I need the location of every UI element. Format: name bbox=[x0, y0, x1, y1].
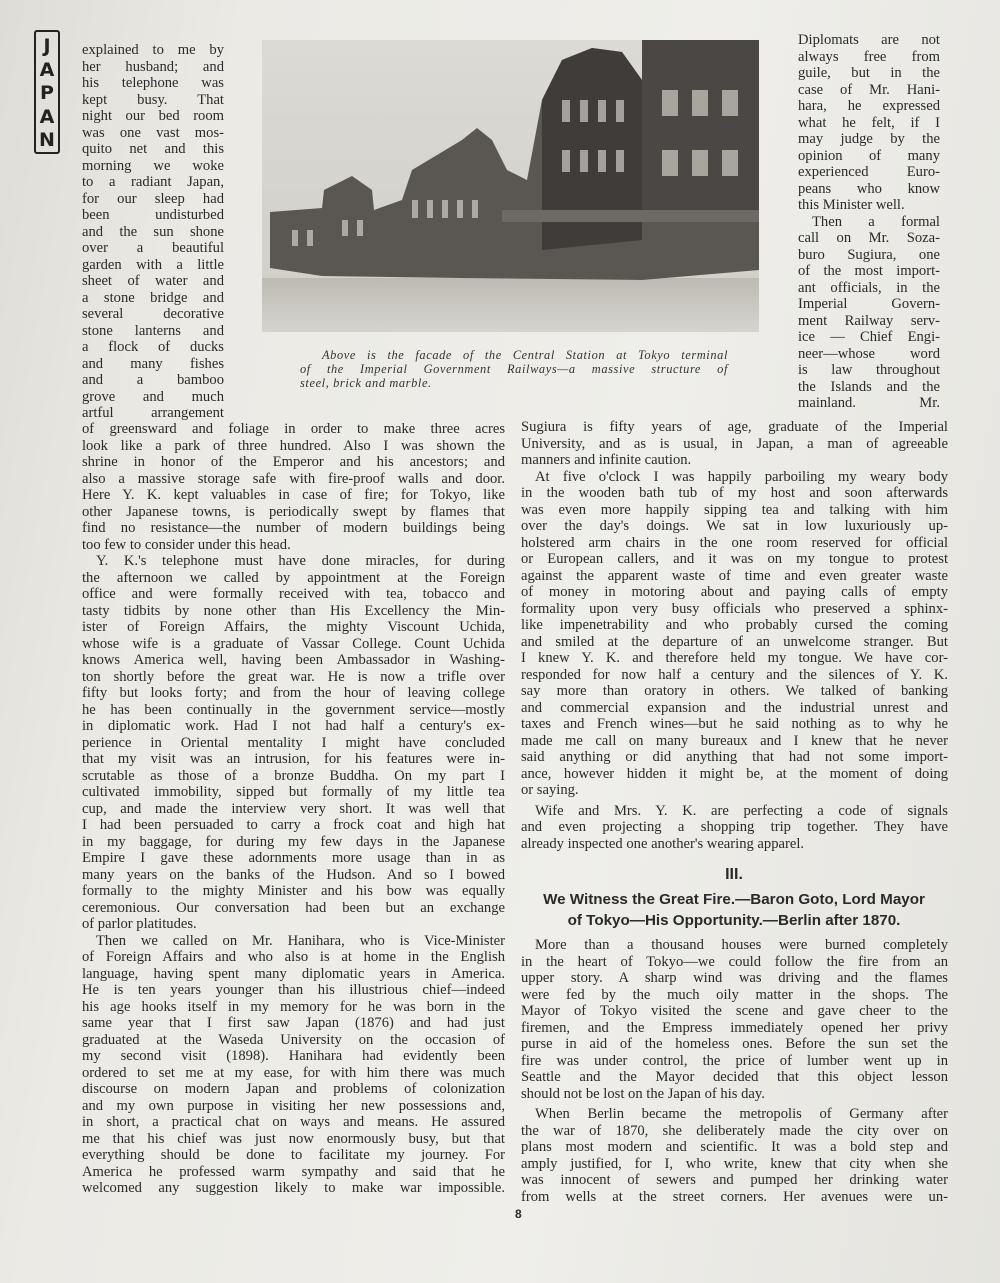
paragraph bbox=[521, 803, 948, 853]
text-line: and many fishes bbox=[82, 355, 224, 372]
paragraph bbox=[798, 214, 940, 412]
text-line: language, having spent many diplomatic years in America. bbox=[82, 965, 505, 982]
text-line: look like a park of three hundred. Also I was shown the bbox=[82, 437, 505, 454]
text-line: night our bed room bbox=[82, 108, 224, 124]
text-line: Empire I gave these adornments more usage than in as bbox=[82, 850, 505, 866]
text-line: he has been continually in the government service—mostly bbox=[82, 701, 505, 718]
text-line: ceremonious. Our conversation had been but an exchange bbox=[82, 899, 505, 916]
paragraph bbox=[82, 42, 224, 422]
text-line: perience in Oriental mentality I might have concluded bbox=[82, 734, 505, 751]
text-line: cultivated immobility, sipped but formally of my little tea bbox=[82, 784, 505, 800]
text-line: the war of 1870, she deliberately made the city over on bbox=[521, 1122, 948, 1139]
text-line: and smiled at the departure of an unwelcome stranger. But bbox=[521, 633, 948, 650]
text-line: a stone bridge and bbox=[82, 289, 224, 306]
text-line: quito net and this bbox=[82, 141, 224, 157]
text-line: cup, and made the interview very short. It was well that bbox=[82, 800, 505, 817]
text-line: ton shortly before the great war. He is now a trifle over bbox=[82, 668, 505, 685]
text-line: was one vast mos- bbox=[82, 124, 224, 141]
paragraph bbox=[82, 933, 505, 1197]
text-line: in my baggage, for during my few days in the Japanese bbox=[82, 833, 505, 850]
text-line: a flock of ducks bbox=[82, 339, 224, 355]
text-line: in the heart of Tokyo—we could follow the fire from an bbox=[521, 953, 948, 970]
text-line: grove and much bbox=[82, 388, 224, 405]
text-line: case of Mr. Hani- bbox=[798, 81, 940, 98]
text-line: experienced Euro- bbox=[798, 164, 940, 180]
text-line: was innocent of sewers and pumped her drinking water bbox=[521, 1172, 948, 1188]
text-line: stone lanterns and bbox=[82, 322, 224, 339]
text-line: tasty tidbits by none other than His Excellency the Min- bbox=[82, 602, 505, 619]
text-line: also a massive storage safe with fire-proof walls and door. bbox=[82, 470, 505, 487]
text-line: peans who know bbox=[798, 180, 940, 197]
text-line: already inspected one another's wearing apparel. bbox=[521, 835, 805, 852]
diplomats-narrow-column bbox=[798, 32, 940, 412]
text-line: office and were formally received with tea, tobacco and bbox=[82, 586, 505, 602]
text-line: of money in motoring about and paying calls of empty bbox=[521, 584, 948, 600]
caption-line: steel, brick and marble. bbox=[300, 376, 432, 390]
text-line: what he felt, if I bbox=[798, 114, 940, 131]
text-line: buro Sugiura, one bbox=[798, 246, 940, 263]
text-line: the Islands and the bbox=[798, 378, 940, 395]
text-line: or saying. bbox=[521, 782, 579, 798]
text-line: shrine in honor of the Emperor and his ancestors; and bbox=[82, 454, 505, 470]
text-line: Imperial Govern- bbox=[798, 296, 940, 312]
section-title bbox=[520, 889, 948, 931]
text-line: against the apparent waste of time and even greater waste bbox=[521, 567, 948, 584]
text-line: been undisturbed bbox=[82, 207, 224, 223]
photo-caption bbox=[300, 348, 728, 390]
text-line: formally to the mighty Minister and his bow was equally bbox=[82, 883, 505, 899]
text-line: kept busy. That bbox=[82, 91, 224, 108]
text-line: this Minister well. bbox=[798, 197, 905, 213]
text-line: Mayor of Tokyo visited the scene and gave cheer to the bbox=[521, 1003, 948, 1019]
text-line: many years on the banks of the Hudson. And so I bowed bbox=[82, 866, 505, 883]
text-line: garden with a little bbox=[82, 256, 224, 273]
intro-narrow-column bbox=[82, 42, 224, 422]
text-line: Seattle and the Mayor decided that this object lesson bbox=[521, 1069, 948, 1085]
text-line: Then a formal bbox=[812, 213, 940, 230]
section-title-line: of Tokyo—His Opportunity.—Berlin after 1870. bbox=[567, 912, 901, 929]
label-letter: A bbox=[39, 58, 55, 81]
text-line: Here Y. K. kept valuables in case of fire; for Tokyo, like bbox=[82, 487, 505, 503]
text-line: in the wooden bath tub of my host and soon afterwards bbox=[521, 485, 948, 501]
section-number: III. bbox=[725, 866, 743, 883]
text-line: over a beautiful bbox=[82, 240, 224, 256]
text-line: whose wife is a graduate of Vassar College. Count Uchida bbox=[82, 635, 505, 652]
label-letter: N bbox=[39, 129, 55, 151]
text-line: said anything or did anything that had not some import- bbox=[521, 749, 948, 765]
text-line: neer—whose word bbox=[798, 345, 940, 362]
label-letter: J bbox=[43, 35, 51, 57]
text-line: her husband; and bbox=[82, 58, 224, 75]
text-line: holstered arm chairs in the one room reserved for official bbox=[521, 534, 948, 551]
text-line: ordered to set me at my ease, for with him there was much bbox=[82, 1064, 505, 1081]
text-line: of greensward and foliage in order to make three acres bbox=[82, 421, 505, 437]
text-line: may judge by the bbox=[798, 131, 940, 147]
caption-line: Above is the facade of the Central Station at Tokyo terminal bbox=[322, 348, 728, 362]
text-line: find no resistance—the number of modern buildings being bbox=[82, 520, 505, 536]
text-line: morning we woke bbox=[82, 157, 224, 174]
text-line: knows America well, having been Ambassador in Washing- bbox=[82, 652, 505, 668]
text-line: to a radiant Japan, bbox=[82, 174, 224, 190]
text-line: too few to consider under this head. bbox=[82, 536, 291, 553]
paragraph bbox=[521, 1106, 948, 1205]
label-letter: A bbox=[39, 105, 55, 128]
text-line: welcomed any suggestion likely to make war impossible. bbox=[82, 1180, 505, 1196]
text-line: of Foreign Affairs and who also is at home in the English bbox=[82, 949, 505, 965]
text-line: his telephone was bbox=[82, 75, 224, 91]
text-line: Diplomats are not bbox=[798, 32, 940, 48]
text-line: mainland. Mr. bbox=[798, 395, 940, 411]
text-line: that my visit was an intrusion, for his features were in- bbox=[82, 751, 505, 767]
text-line: were fed by the much oily matter in the shops. The bbox=[521, 986, 948, 1003]
text-line: America he professed warm sympathy and said that he bbox=[82, 1163, 505, 1180]
text-line: Sugiura is fifty years of age, graduate of the Imperial bbox=[521, 419, 948, 435]
text-line: should not be lost on the Japan of his day. bbox=[521, 1085, 765, 1102]
label-letter: P bbox=[40, 82, 54, 104]
text-line: everything should be done to facilitate my journey. For bbox=[82, 1147, 505, 1163]
left-text-column bbox=[82, 421, 505, 1197]
text-line: amply justified, for I, who write, knew that city when she bbox=[521, 1155, 948, 1172]
text-line: fifty but looks forty; and from the hour of leaving college bbox=[82, 685, 505, 701]
text-line: explained to me by bbox=[82, 42, 224, 58]
text-line: like impenetrability and who probably cursed the coming bbox=[521, 617, 948, 633]
paragraph bbox=[82, 421, 505, 553]
text-line: taxes and French wines—but he said nothing as to why he bbox=[521, 716, 948, 732]
text-line: Wife and Mrs. Y. K. are perfecting a code of signals bbox=[535, 802, 948, 819]
text-line: opinion of many bbox=[798, 147, 940, 164]
text-line: was even more happily sipping tea and talking with him bbox=[521, 501, 948, 518]
text-line: several decorative bbox=[82, 306, 224, 322]
text-line: purse in aid of the homeless ones. Before the sun set the bbox=[521, 1036, 948, 1052]
text-line: over the day's doings. We sat in low luxuriously up- bbox=[521, 518, 948, 534]
text-line: guile, but in the bbox=[798, 65, 940, 81]
text-line: ant officials, in the bbox=[798, 279, 940, 296]
right-text-column-top bbox=[521, 419, 948, 852]
paragraph bbox=[798, 32, 940, 214]
text-line: other Japanese towns, is periodically swept by flames that bbox=[82, 503, 505, 520]
text-line: graduated at the Waseda University on the occasion of bbox=[82, 1031, 505, 1048]
text-line: I had been persuaded to carry a frock coat and high hat bbox=[82, 817, 505, 833]
text-line: firemen, and the Empress immediately opened her privy bbox=[521, 1019, 948, 1036]
text-line: my second visit (1898). Hanihara had evidently been bbox=[82, 1048, 505, 1064]
text-line: of parlor platitudes. bbox=[82, 916, 197, 932]
text-line: upper story. A sharp wind was driving and the flames bbox=[521, 970, 948, 986]
paragraph bbox=[521, 469, 948, 799]
right-text-column-bottom bbox=[521, 937, 948, 1205]
text-line: and commercial expansion and the industrial unrest and bbox=[521, 699, 948, 716]
text-line: ment Railway serv- bbox=[798, 312, 940, 329]
text-line: always free from bbox=[798, 48, 940, 65]
text-line: responded for now half a century and the silences of Y. K. bbox=[521, 666, 948, 683]
text-line: plans most modern and scientific. It was a bold step and bbox=[521, 1139, 948, 1155]
text-line: fire was under control, the price of lumber went up in bbox=[521, 1052, 948, 1069]
section-title-line: We Witness the Great Fire.—Baron Goto, Lord Mayor bbox=[543, 891, 925, 908]
text-line: call on Mr. Soza- bbox=[798, 230, 940, 246]
text-line: At five o'clock I was happily parboiling my weary body bbox=[535, 468, 948, 485]
text-line: say more than oratory in others. We talked of banking bbox=[521, 683, 948, 699]
section-label-japan bbox=[34, 30, 60, 154]
text-line: University, and as is usual, in Japan, a man of agreeable bbox=[521, 435, 948, 452]
text-line: hara, he expressed bbox=[798, 98, 940, 114]
text-line: in diplomatic work. Had I not had half a century's ex- bbox=[82, 718, 505, 734]
text-line: or European callers, and it was on my tongue to protest bbox=[521, 551, 948, 567]
text-line: in short, a practical chat on ways and means. He assured bbox=[82, 1114, 505, 1130]
text-line: formality upon very busy officials who preserved a sphinx- bbox=[521, 600, 948, 617]
caption-line: of the Imperial Government Railways—a massive structure of bbox=[300, 362, 728, 376]
text-line: ance, however hidden it might be, at the moment of doing bbox=[521, 765, 948, 782]
text-line: the afternoon we called by appointment at the Foreign bbox=[82, 569, 505, 586]
text-line: of the most import- bbox=[798, 263, 940, 279]
text-line: discourse on modern Japan and problems of colonization bbox=[82, 1081, 505, 1097]
paragraph bbox=[521, 937, 948, 1102]
text-line: and my own purpose in visiting her new possessions and, bbox=[82, 1097, 505, 1114]
text-line: artful arrangement bbox=[82, 405, 224, 421]
text-line: manners and infinite caution. bbox=[521, 452, 692, 468]
text-line: from wells at the street corners. Her avenues were un- bbox=[521, 1188, 948, 1205]
text-line: ister of Foreign Affairs, the mighty Viscount Uchida, bbox=[82, 619, 505, 635]
text-line: I knew Y. K. and therefore held my tongue. We have cor- bbox=[521, 650, 948, 666]
paragraph bbox=[82, 553, 505, 933]
text-line: scrutable as those of a bronze Buddha. On my part I bbox=[82, 767, 505, 784]
text-line: He is ten years younger than his illustrious chief—indeed bbox=[82, 982, 505, 998]
text-line: sheet of water and bbox=[82, 273, 224, 289]
text-line: ice — Chief Engi- bbox=[798, 329, 940, 345]
page-number: 8 bbox=[515, 1207, 522, 1221]
text-line: and even projecting a shopping trip together. They have bbox=[521, 819, 948, 835]
text-line: and the sun shone bbox=[82, 223, 224, 240]
text-line: me that his chief was just now enormously busy, but that bbox=[82, 1130, 505, 1147]
text-line: Then we called on Mr. Hanihara, who is Vice-Minister bbox=[96, 932, 505, 949]
text-line: for our sleep had bbox=[82, 190, 224, 207]
text-line: and a bamboo bbox=[82, 372, 224, 388]
text-line: More than a thousand houses were burned completely bbox=[535, 937, 948, 953]
paragraph bbox=[521, 419, 948, 469]
text-line: his age hooks itself in my memory for he was born in the bbox=[82, 998, 505, 1015]
text-line: When Berlin became the metropolis of Germany after bbox=[535, 1106, 948, 1122]
text-line: is law throughout bbox=[798, 362, 940, 378]
text-line: Y. K.'s telephone must have done miracles, for during bbox=[96, 553, 505, 569]
text-line: same year that I first saw Japan (1876) and had just bbox=[82, 1015, 505, 1031]
text-line: made me call on many bureaux and I knew that he never bbox=[521, 732, 948, 749]
tokyo-station-photo bbox=[262, 40, 759, 332]
